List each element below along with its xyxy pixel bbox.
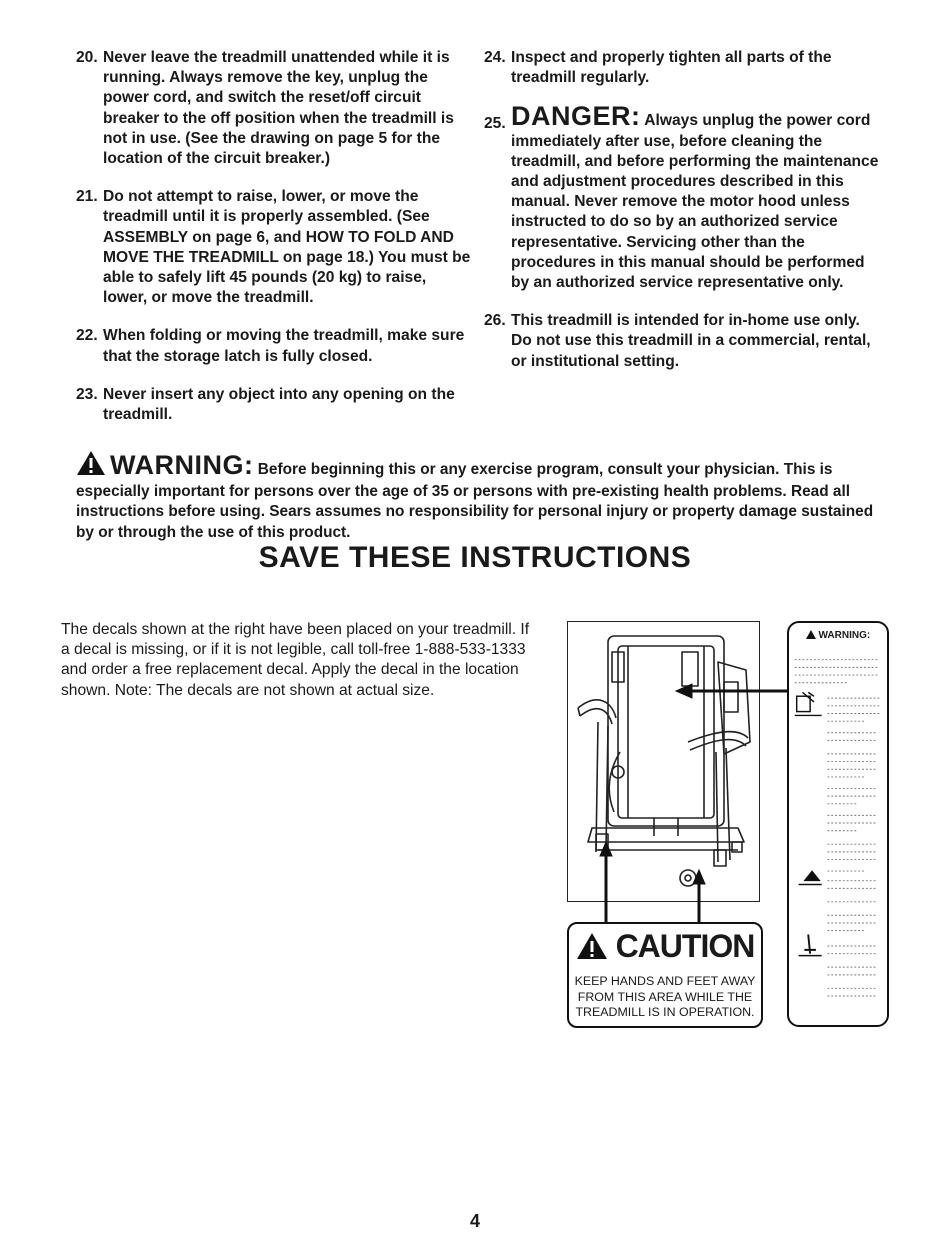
item-text: When folding or moving the treadmill, make sure that the storage latch is fully closed.	[103, 327, 465, 365]
left-column	[76, 48, 471, 443]
item-number: 24.	[484, 49, 506, 66]
caution-decal	[567, 922, 763, 1028]
item-text: Do not attempt to raise, lower, or move the treadmill until it is properly assembled. (See ASSEMBLY on page 6, and HOW TO FOLD AND MOVE THE TREADMILL on page 18.) You must be able to safely lift 45 pounds (20 kg) to raise, lower, or move the treadmill.	[103, 188, 471, 307]
treadmill-illustration	[567, 621, 760, 902]
warning-text: Before beginning this or any exercise program, consult your physician. This is especially important for persons over the age of 35 or persons with pre-existing health problems. Read all instructions before using. Sears assumes no responsibility for personal injury or property damage sustained by or through the use of this product.	[76, 461, 874, 541]
safety-item-21	[76, 187, 471, 308]
safety-item-23	[76, 385, 471, 425]
warning-decal-fine-print	[789, 623, 887, 1025]
item-text: Never insert any object into any opening on the treadmill.	[103, 385, 455, 424]
warning-paragraph	[76, 450, 876, 543]
item-text: Never leave the treadmill unattended while it is running. Always remove the key, unplug the power cord, and switch the reset/off circuit breaker to the off position when the treadmill is not in use. (See the drawing on page 5 for the location of the circuit breaker.)	[103, 49, 454, 168]
caution-decal-title	[569, 928, 761, 964]
page-number: 4	[469, 1211, 480, 1231]
warning-triangle-icon	[76, 450, 106, 482]
item-text: This treadmill is intended for in-home use only. Do not use this treadmill in a commercial, rental, or institutional setting.	[511, 312, 871, 370]
item-number: 25.	[484, 115, 506, 133]
item-number: 22.	[76, 327, 98, 345]
item-number: 20.	[76, 49, 98, 66]
item-number: 21.	[76, 188, 98, 206]
safety-item-20	[76, 48, 471, 169]
item-text: Inspect and properly tighten all parts of the treadmill regularly.	[511, 49, 832, 87]
item-number: 23.	[76, 385, 98, 403]
item-number: 26.	[484, 312, 506, 330]
safety-item-25	[484, 101, 884, 293]
warning-triangle-icon	[576, 928, 616, 964]
safety-item-26	[484, 311, 884, 372]
right-column	[484, 48, 884, 390]
warning-decal	[787, 621, 889, 1027]
safety-item-24	[484, 48, 884, 88]
danger-label: DANGER:	[511, 101, 641, 132]
save-instructions-heading: SAVE THESE INSTRUCTIONS	[258, 541, 692, 574]
item-text: Always unplug the power cord immediately after use, before cleaning the treadmill, and before performing the maintenance and adjustment procedures described in this manual. Never remove the motor hood unless instructed to do so by an authorized service representative. Servicing other than the procedures in this manual should be performed by an authorized service representative only.	[511, 112, 879, 292]
warning-decal-title-text: WARNING:	[818, 630, 871, 641]
decal-intro-text: The decals shown at the right have been placed on your treadmill. If a decal is missing, or if it is not legible, call toll-free 1-888-533-1333 and order a free replacement decal. Apply the decal in the location shown. Note: The decals are not shown at actual size.	[61, 621, 530, 699]
caution-title-text: CAUTION	[615, 928, 755, 964]
caution-decal-text: KEEP HANDS AND FEET AWAY FROM THIS AREA WHILE THE TREADMILL IS IN OPERATION.	[574, 974, 756, 1019]
warning-label: WARNING:	[110, 450, 254, 480]
safety-item-22	[76, 326, 471, 366]
